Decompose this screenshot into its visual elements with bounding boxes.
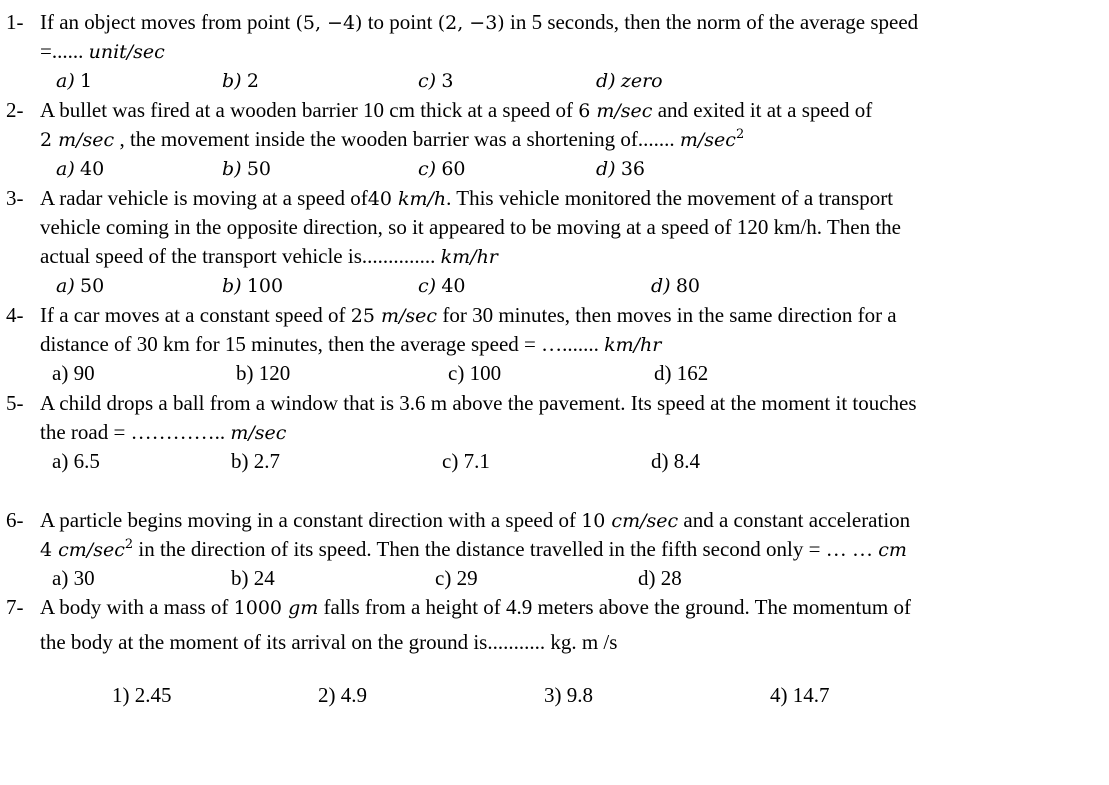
answer-option	[231, 449, 280, 474]
question-text-line	[40, 10, 918, 35]
answer-option	[654, 361, 708, 386]
option-value: 8.4	[673, 449, 700, 473]
answer-option	[52, 566, 95, 591]
option-label: a)	[56, 158, 75, 180]
option-label: d)	[596, 70, 616, 92]
text-segment: . This vehicle monitored the movement of a transport	[446, 186, 894, 210]
option-value: 28	[660, 566, 682, 590]
option-label: c)	[418, 70, 437, 92]
answer-option	[56, 273, 104, 298]
question-text-line	[40, 98, 872, 123]
option-value: 80	[675, 275, 701, 297]
answer-option	[112, 683, 172, 708]
question-text-line	[40, 186, 893, 211]
option-label: d)	[651, 449, 669, 473]
text-segment: , the movement inside the wooden barrier was a shortening of.......	[114, 127, 680, 151]
math-expression: m/sec	[230, 422, 287, 444]
math-expression: m/sec	[58, 129, 115, 151]
math-expression: (2, −3)	[437, 12, 505, 34]
answer-option	[418, 156, 466, 181]
math-expression: m/sec	[381, 305, 438, 327]
option-label: 2)	[318, 683, 336, 707]
question-number: 2-	[6, 98, 24, 122]
answer-option	[435, 566, 478, 591]
option-value: 50	[246, 158, 272, 180]
answer-option	[52, 361, 95, 386]
answer-option	[318, 683, 367, 708]
text-segment: in the direction of its speed. Then the distance travelled in the fifth second only = … …	[133, 537, 879, 561]
question-number: 1-	[6, 10, 24, 34]
text-segment: the road = …………..	[40, 420, 231, 444]
option-value: 2.7	[253, 449, 280, 473]
option-value: 6.5	[73, 449, 100, 473]
question-text-line	[40, 332, 661, 357]
answer-option	[418, 68, 453, 93]
option-value: 2.45	[134, 683, 172, 707]
exponent: 2	[124, 537, 134, 552]
option-label: c)	[448, 361, 465, 385]
text-segment: the body at the moment of its arrival on the ground is........... kg. m /s	[40, 630, 618, 654]
answer-option	[448, 361, 501, 386]
option-value: 7.1	[463, 449, 490, 473]
option-label: a)	[52, 566, 69, 590]
text-segment: A child drops a ball from a window that is 3.6 m above the pavement. Its speed at the moment it touches	[40, 391, 917, 415]
answer-option	[596, 68, 663, 93]
question-text-line	[40, 215, 901, 240]
math-expression: cm/sec	[58, 539, 125, 561]
option-label: b)	[231, 566, 249, 590]
option-value: 30	[73, 566, 95, 590]
answer-option	[222, 68, 259, 93]
text-segment: to point	[362, 10, 438, 34]
question-number: 5-	[6, 391, 24, 415]
option-label: a)	[52, 361, 69, 385]
option-label: c)	[435, 566, 452, 590]
option-label: b)	[236, 361, 254, 385]
math-expression: km/hr	[604, 334, 662, 356]
option-value: 60	[441, 158, 466, 180]
text-segment: A particle begins moving in a constant direction with a speed of	[40, 508, 582, 532]
text-segment: A radar vehicle is moving at a speed of	[40, 186, 368, 210]
option-value: 3	[441, 70, 454, 92]
option-label: a)	[56, 275, 75, 297]
option-value: 50	[80, 275, 105, 297]
option-label: a)	[52, 449, 69, 473]
option-value: 100	[469, 361, 502, 385]
answer-option	[236, 361, 290, 386]
text-segment: and exited it at a speed of	[652, 98, 873, 122]
math-expression: unit/sec	[88, 41, 165, 63]
answer-option	[222, 273, 283, 298]
math-expression: cm/sec	[611, 510, 679, 532]
answer-option	[418, 273, 466, 298]
math-expression: 25	[350, 305, 382, 327]
question-text-line	[40, 537, 907, 562]
text-segment: in 5 seconds, then the norm of the average speed	[504, 10, 919, 34]
question-number: 3-	[6, 186, 24, 210]
text-segment: If an object moves from point	[40, 10, 296, 34]
math-expression: km/h	[397, 188, 447, 210]
text-segment: If a car moves at a constant speed of	[40, 303, 351, 327]
answer-option	[651, 273, 700, 298]
math-expression: m/sec	[679, 129, 736, 151]
answer-option	[222, 156, 271, 181]
math-expression: 40	[367, 188, 398, 210]
option-value: 9.8	[566, 683, 593, 707]
answer-option	[638, 566, 682, 591]
question-number: 4-	[6, 303, 24, 327]
math-expression: 6	[578, 100, 597, 122]
option-value: 120	[258, 361, 291, 385]
option-label: b)	[222, 158, 242, 180]
text-segment: A body with a mass of	[40, 595, 234, 619]
option-label: d)	[638, 566, 656, 590]
math-expression: gm	[288, 597, 319, 619]
option-label: c)	[418, 158, 437, 180]
math-expression: 2	[40, 129, 59, 151]
option-value: 100	[246, 275, 284, 297]
math-expression: 10	[581, 510, 612, 532]
option-label: c)	[418, 275, 437, 297]
option-value: 40	[441, 275, 466, 297]
question-text-line	[40, 595, 911, 620]
option-value: 4.9	[340, 683, 367, 707]
text-segment: and a constant acceleration	[678, 508, 911, 532]
question-number: 6-	[6, 508, 24, 532]
option-label: d)	[651, 275, 671, 297]
text-segment: A bullet was fired at a wooden barrier 10 cm thick at a speed of	[40, 98, 579, 122]
answer-option	[596, 156, 645, 181]
math-expression: 4	[40, 539, 59, 561]
option-label: 3)	[544, 683, 562, 707]
math-expression: cm	[878, 539, 907, 561]
text-segment: distance of 30 km for 15 minutes, then the average speed = ….......	[40, 332, 605, 356]
question-text-line	[40, 508, 910, 533]
answer-option	[56, 156, 104, 181]
option-value: zero	[620, 70, 663, 92]
question-text-line	[40, 420, 286, 445]
option-value: 1	[80, 70, 93, 92]
question-number: 7-	[6, 595, 24, 619]
answer-option	[770, 683, 830, 708]
exponent: 2	[735, 127, 745, 142]
option-value: 29	[456, 566, 478, 590]
math-expression: km/hr	[440, 246, 498, 268]
answer-option	[52, 449, 100, 474]
option-label: d)	[596, 158, 616, 180]
text-segment: actual speed of the transport vehicle is..............	[40, 244, 441, 268]
text-segment: =......	[40, 39, 89, 63]
question-text-line	[40, 127, 744, 152]
option-value: 2	[246, 70, 259, 92]
answer-option	[651, 449, 700, 474]
math-expression: (5, −4)	[295, 12, 363, 34]
option-value: 14.7	[792, 683, 830, 707]
option-value: 162	[676, 361, 709, 385]
answer-option	[544, 683, 593, 708]
option-label: c)	[442, 449, 459, 473]
text-segment: for 30 minutes, then moves in the same direction for a	[437, 303, 897, 327]
text-segment: vehicle coming in the opposite direction, so it appeared to be moving at a speed of 120 km/h. Then the	[40, 215, 901, 239]
option-label: b)	[222, 275, 242, 297]
option-value: 40	[80, 158, 105, 180]
option-label: 4)	[770, 683, 788, 707]
question-text-line	[40, 391, 917, 416]
option-label: b)	[231, 449, 249, 473]
text-segment: falls from a height of 4.9 meters above the ground. The momentum of	[318, 595, 911, 619]
math-expression: m/sec	[596, 100, 653, 122]
question-text-line	[40, 630, 617, 655]
math-expression: 1000	[233, 597, 289, 619]
option-value: 36	[620, 158, 646, 180]
question-text-line	[40, 244, 498, 269]
question-text-line	[40, 39, 165, 64]
answer-option	[442, 449, 490, 474]
option-label: a)	[56, 70, 75, 92]
option-value: 90	[73, 361, 95, 385]
option-label: d)	[654, 361, 672, 385]
option-label: b)	[222, 70, 242, 92]
answer-option	[231, 566, 275, 591]
question-text-line	[40, 303, 897, 328]
option-label: 1)	[112, 683, 130, 707]
option-value: 24	[253, 566, 275, 590]
answer-option	[56, 68, 92, 93]
